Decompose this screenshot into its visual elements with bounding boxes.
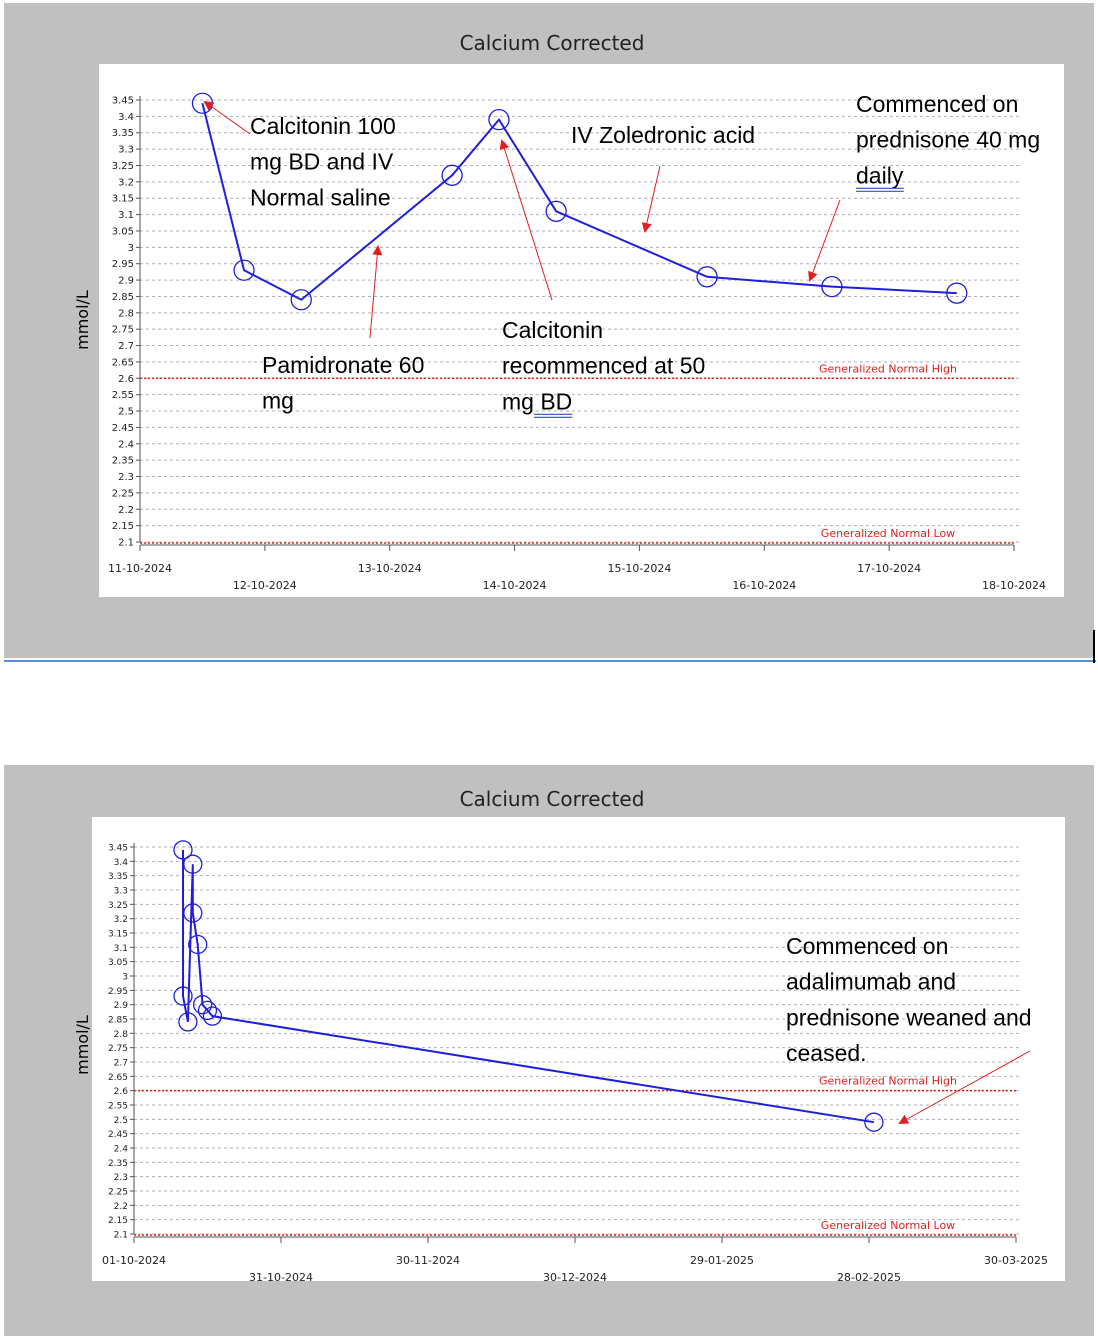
x-tick-label: 30-11-2024 [396,1254,460,1267]
reference-line-label: Generalized Normal Low [820,527,956,540]
x-tick-label: 17-10-2024 [857,562,922,575]
y-tick-label: 2.65 [107,1072,128,1083]
annotation-text: recommenced at 50 [502,352,706,379]
y-tick-label: 3.45 [111,95,134,107]
x-tick-label: 31-10-2024 [249,1271,313,1284]
y-tick-label: 2.65 [111,357,134,369]
annotation-text: daily [856,162,904,189]
x-tick-label: 28-02-2025 [837,1271,901,1284]
chart-title: Calcium Corrected [459,787,645,811]
y-tick-label: 2.2 [113,1201,128,1212]
y-tick-label: 2.25 [111,488,134,500]
y-tick-label: 3.25 [111,160,134,172]
y-tick-label: 3.15 [107,929,128,940]
x-tick-label: 18-10-2024 [982,579,1046,592]
reference-line-label: Generalized Normal High [818,362,958,376]
y-tick-label: 3.2 [118,177,134,189]
annotation-text: prednisone weaned and [786,1004,1032,1031]
annotation-text: IV Zoledronic acid [571,122,756,148]
annotation-text: Pamidronate 60 [262,352,425,378]
y-tick-label: 2.5 [113,1115,128,1126]
annotation-text: Commenced on [856,91,1019,117]
annotation-text: Calcitonin [502,317,603,343]
y-tick-label: 3.3 [118,144,134,156]
y-tick-label: 2.55 [111,390,134,402]
y-tick-label: 3 [127,242,134,254]
x-tick-label: 29-01-2025 [690,1254,754,1267]
x-tick-label: 15-10-2024 [607,562,672,575]
y-tick-label: 3.35 [111,128,134,140]
reference-line-label: Generalized Normal High [818,1074,958,1088]
reference-line-label: Generalized Normal Low [820,1219,956,1232]
y-tick-label: 3.05 [107,958,128,969]
y-tick-label: 2.75 [111,324,134,336]
y-tick-label: 2.85 [107,1015,128,1026]
x-tick-label: 16-10-2024 [732,579,797,592]
plot-area [92,817,1065,1281]
annotation-text: Calcitonin 100 [250,113,396,139]
x-tick-label: 13-10-2024 [357,562,422,575]
y-tick-label: 3.2 [113,915,128,926]
y-tick-label: 3.3 [113,886,128,897]
y-tick-label: 2.7 [113,1058,128,1069]
y-tick-label: 2.1 [113,1230,128,1241]
y-axis-label: mmol/L [73,290,92,350]
y-tick-label: 2.8 [113,1029,128,1040]
y-tick-label: 3.25 [107,900,128,911]
y-tick-label: 3.1 [118,210,134,222]
x-tick-label: 12-10-2024 [232,579,297,592]
y-tick-label: 2.75 [107,1044,128,1055]
x-tick-label: 11-10-2024 [108,562,172,575]
y-tick-label: 2.8 [118,308,134,320]
y-tick-label: 3.4 [113,857,128,868]
y-tick-label: 2.7 [118,341,134,353]
y-tick-label: 2.4 [118,439,134,451]
chart-1 [73,31,1064,597]
y-axis-label: mmol/L [73,1015,92,1075]
y-tick-label: 2.6 [113,1087,128,1098]
y-tick-label: 2.3 [118,472,134,484]
x-tick-label: 30-12-2024 [543,1271,607,1284]
y-tick-label: 3.1 [113,943,128,954]
annotation-text: mg [262,387,294,414]
x-tick-label: 30-03-2025 [984,1254,1048,1267]
annotation-text: Commenced on [786,933,949,959]
x-tick-label: 01-10-2024 [102,1254,166,1267]
y-tick-label: 2.55 [107,1101,128,1112]
y-tick-label: 3.4 [118,111,134,123]
annotation-text: mg BD [502,388,573,415]
x-tick-label: 14-10-2024 [482,579,547,592]
y-tick-label: 2.95 [111,259,134,271]
y-tick-label: 2.4 [113,1144,128,1155]
y-tick-label: 2.35 [111,455,134,467]
y-tick-label: 2.9 [113,1001,128,1012]
y-tick-label: 2.35 [107,1158,128,1169]
y-tick-label: 3.15 [111,193,134,205]
y-tick-label: 2.2 [118,504,134,516]
y-tick-label: 2.95 [107,986,128,997]
y-tick-label: 3 [122,972,128,983]
y-tick-label: 2.15 [107,1216,128,1227]
annotation-text: prednisone 40 mg [856,126,1041,153]
y-tick-label: 2.25 [107,1187,128,1198]
annotation-text: ceased. [786,1039,867,1066]
y-tick-label: 2.5 [118,406,134,418]
y-tick-label: 2.1 [118,537,134,549]
y-tick-label: 2.6 [118,373,134,385]
chart-title: Calcium Corrected [459,31,645,55]
y-tick-label: 2.9 [118,275,134,287]
y-tick-label: 3.35 [107,872,128,883]
y-tick-label: 2.45 [107,1130,128,1141]
y-tick-label: 2.3 [113,1173,128,1184]
y-tick-label: 2.85 [111,291,134,303]
chart-2 [73,787,1065,1284]
y-tick-label: 3.45 [107,843,128,854]
y-tick-label: 3.05 [111,226,134,238]
annotation-text: Normal saline [250,184,391,211]
y-tick-label: 2.45 [111,422,134,434]
y-tick-label: 2.15 [111,521,134,533]
annotation-text: adalimumab and [786,968,957,995]
annotation-text: mg BD and IV [250,148,394,175]
